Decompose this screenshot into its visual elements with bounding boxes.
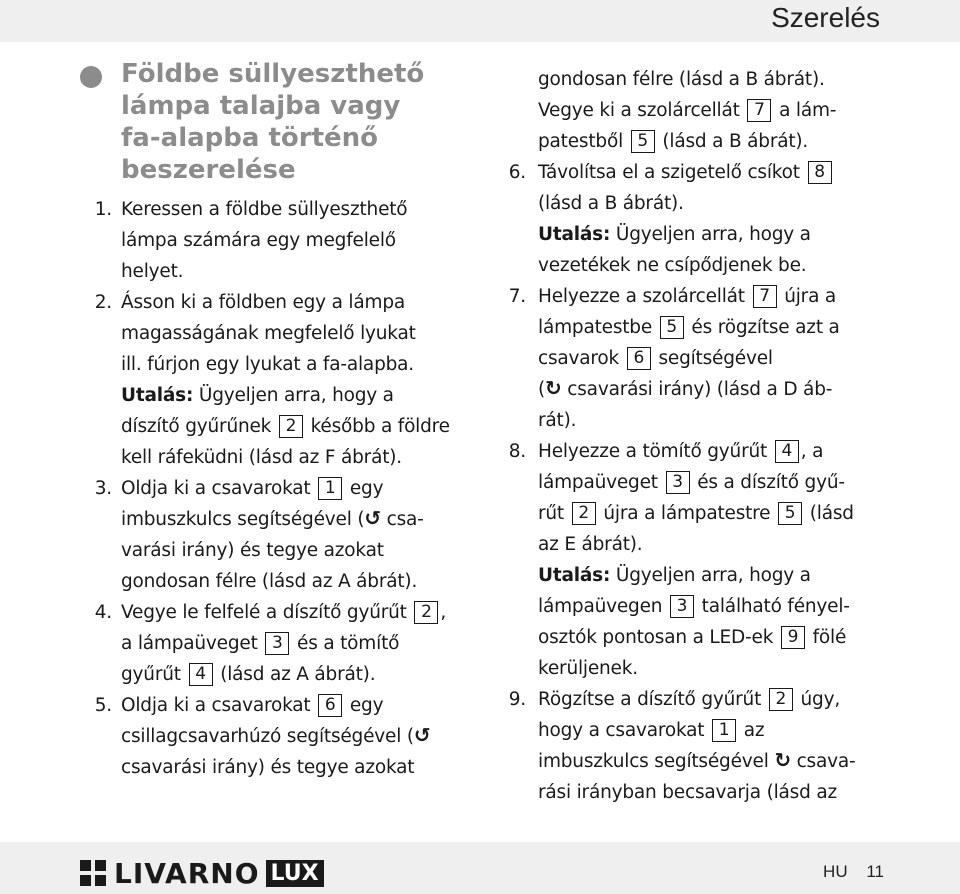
left-column [80, 58, 472, 783]
note: Utalás: Ügyeljen arra, hogy a [538, 565, 811, 586]
rotate-cw-icon: ↻ [774, 748, 791, 772]
language-code: HU [823, 862, 848, 881]
rotate-cw-icon: ↻ [545, 376, 562, 400]
part-ref-5: 5 [631, 130, 655, 153]
note-label: Utalás: [538, 565, 611, 586]
step-2: 2. Ásson ki a földben egy a lámpa magasságának megfelelő lyukat ill. fúrjon egy lyukat a fa-alapba. Utalás: Ügyeljen arra, hogy a díszítő gyűrűnek 2 később a földre kell ráfeküdni (lásd az F ábrát). [80, 287, 472, 473]
rotate-ccw-icon: ↺ [364, 506, 381, 530]
section-heading: Földbe süllyeszthető lámpa talajba vagy fa-alapba történő beszerelése [80, 58, 472, 186]
step-6: 6. Távolítsa el a szigetelő csíkot 8 (lásd a B ábrát). Utalás: Ügyeljen arra, hogy a vezetékek ne csípődjenek be. [500, 157, 895, 281]
step-9: 9. Rögzítse a díszítő gyűrűt 2 úgy, hogy a csavarokat 1 az imbuszkulcs segítségével ↻ csava- rási irányban becsavarja (lásd az [508, 689, 856, 803]
part-ref-3: 3 [265, 632, 289, 655]
part-ref-1: 1 [318, 477, 342, 500]
part-ref-5: 5 [778, 502, 802, 525]
part-ref-4: 4 [775, 440, 799, 463]
part-ref-3: 3 [666, 471, 690, 494]
rotate-ccw-icon: ↺ [413, 723, 431, 747]
part-ref-9: 9 [781, 626, 805, 649]
right-column [500, 64, 895, 808]
part-ref-6: 6 [318, 694, 342, 717]
part-ref-5: 5 [660, 316, 684, 339]
part-ref-1: 1 [712, 719, 736, 742]
step-5-continued: gondosan félre (lásd a B ábrát). Vegye ki a szolárcellát 7 a lám- patestből 5 (lásd a B ábrát). [538, 69, 837, 152]
brand-logo [80, 854, 324, 892]
note: Utalás: Ügyeljen arra, hogy a [121, 385, 394, 406]
part-ref-2: 2 [769, 688, 793, 711]
part-ref-8: 8 [808, 161, 832, 184]
part-ref-2: 2 [414, 601, 438, 624]
part-ref-7: 7 [753, 285, 777, 308]
step-7: 7. Helyezze a szolárcellát 7 újra a lámpatestbe 5 és rögzítse azt a csavarok 6 segítségével (↻ csavarási irány) (lásd a D áb- rát). [508, 286, 840, 431]
note-label: Utalás: [121, 385, 194, 406]
section-title: Szerelés [771, 2, 880, 33]
page-number: 11 [866, 862, 884, 881]
step-5: 5. Oldja ki a csavarokat 6 egy csillagcsavarhúzó segítségével (↺ csavarási irány) és tegye azokat [94, 695, 431, 778]
step-8: 8. Helyezze a tömítő gyűrűt 4 , a lámpaüveget 3 és a díszítő gyű- rűt 2 újra a lámpatestre 5 (lásd az E ábrát). Utalás: Ügyeljen arra, hogy a lámpaüvegen 3 található fényel- osztók pontosan a LED-ek 9 fölé kerüljenek. [500, 436, 895, 684]
part-ref-2: 2 [279, 415, 303, 438]
note-label: Utalás: [538, 224, 611, 245]
logo-mark-icon [80, 860, 106, 886]
step-1: 1. Keressen a földbe süllyeszthető lámpa számára egy megfelelő helyet. [94, 199, 408, 282]
part-ref-2: 2 [572, 502, 596, 525]
part-ref-4: 4 [189, 663, 213, 686]
brand-sub: LUX [266, 860, 324, 887]
note: Utalás: Ügyeljen arra, hogy a [538, 224, 811, 245]
bullet-icon [80, 66, 102, 88]
step-3: 3. Oldja ki a csavarokat 1 egy imbuszkulcs segítségével (↺ csa- varási irány) és tegye azokat gondosan félre (lásd az A ábrát). [94, 478, 424, 592]
part-ref-7: 7 [747, 99, 771, 122]
part-ref-6: 6 [627, 347, 651, 370]
part-ref-3: 3 [670, 595, 694, 618]
page-reference [823, 862, 884, 882]
brand-name: LIVARNO [114, 856, 260, 890]
step-4: 4. Vegye le felfelé a díszítő gyűrűt 2 , a lámpaüveget 3 és a tömítő gyűrűt 4 (lásd az A ábrát). [94, 602, 447, 685]
